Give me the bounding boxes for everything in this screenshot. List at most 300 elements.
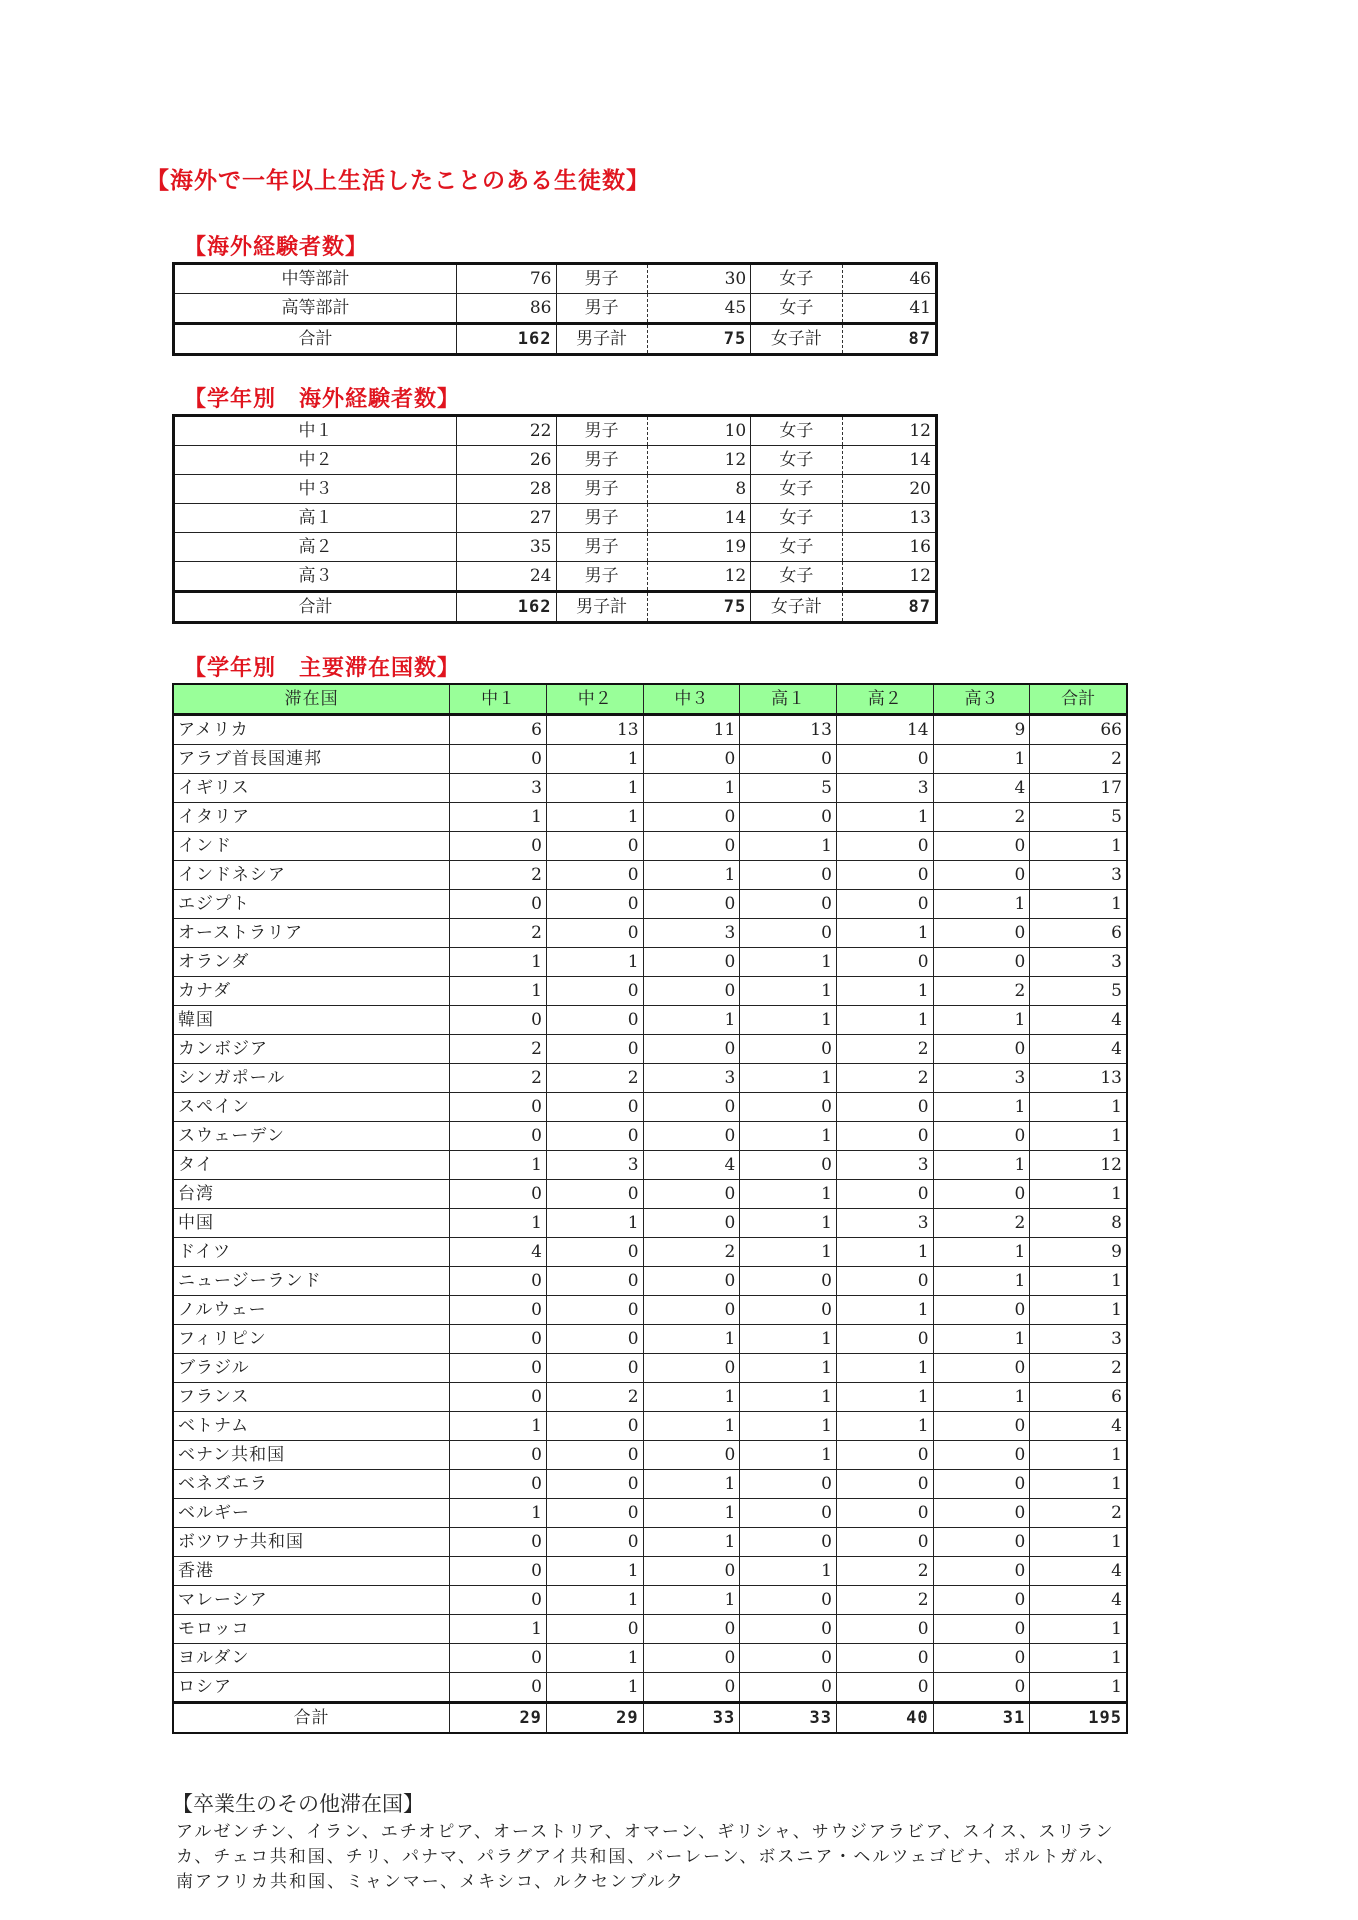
male-count: 19 bbox=[647, 533, 750, 562]
count-cell: 2 bbox=[836, 1035, 933, 1064]
count-cell: 0 bbox=[643, 803, 740, 832]
count-cell: 0 bbox=[643, 1354, 740, 1383]
count-cell: 1 bbox=[450, 1499, 547, 1528]
count-cell: 0 bbox=[643, 1673, 740, 1703]
count-cell: 1 bbox=[546, 1209, 643, 1238]
count-cell: 1 bbox=[643, 1412, 740, 1441]
count-cell: 8 bbox=[1030, 1209, 1127, 1238]
table-row bbox=[174, 264, 937, 294]
count-cell: 1 bbox=[643, 774, 740, 803]
row-total: 86 bbox=[457, 294, 556, 324]
country-name: ボツワナ共和国 bbox=[173, 1528, 450, 1557]
count-cell: 0 bbox=[643, 1122, 740, 1151]
table-row bbox=[174, 504, 937, 533]
count-cell: 0 bbox=[836, 1499, 933, 1528]
male-label: 男子 bbox=[556, 264, 647, 294]
count-cell: 1 bbox=[450, 1151, 547, 1180]
country-name: カナダ bbox=[173, 977, 450, 1006]
country-table-body bbox=[173, 684, 1127, 1733]
table-row bbox=[173, 1325, 1127, 1354]
female-label: 女子 bbox=[751, 294, 842, 324]
male-count: 14 bbox=[647, 504, 750, 533]
other-countries-text: アルゼンチン、イラン、エチオピア、オーストリア、オマーン、ギリシャ、サウジアラビア、スイス、スリランカ、チェコ共和国、チリ、パナマ、パラグアイ共和国、バーレーン、ボスニア・ヘルツェゴビナ、ポルトガル、南アフリカ共和国、ミャンマー、メキシコ、ルクセンブルク bbox=[176, 1822, 1116, 1892]
count-cell: 0 bbox=[643, 1267, 740, 1296]
count-cell: 0 bbox=[740, 1093, 837, 1122]
count-cell: 0 bbox=[740, 1035, 837, 1064]
count-cell: 0 bbox=[836, 1093, 933, 1122]
count-cell: 1 bbox=[740, 948, 837, 977]
count-cell: 4 bbox=[933, 774, 1030, 803]
count-cell: 2 bbox=[450, 919, 547, 948]
count-cell: 0 bbox=[546, 1354, 643, 1383]
female-label: 女子 bbox=[751, 264, 842, 294]
count-cell: 1 bbox=[933, 1383, 1030, 1412]
count-cell: 0 bbox=[546, 1238, 643, 1267]
count-cell: 0 bbox=[546, 1325, 643, 1354]
count-cell: 1 bbox=[1030, 1267, 1127, 1296]
table-row bbox=[173, 1412, 1127, 1441]
count-cell: 0 bbox=[933, 1441, 1030, 1470]
count-cell: 0 bbox=[546, 1093, 643, 1122]
count-cell: 0 bbox=[450, 1180, 547, 1209]
row-label: 高１ bbox=[174, 504, 457, 533]
count-cell: 1 bbox=[1030, 1122, 1127, 1151]
count-cell: 1 bbox=[450, 1412, 547, 1441]
count-cell: 0 bbox=[546, 1122, 643, 1151]
count-cell: 6 bbox=[1030, 1383, 1127, 1412]
count-cell: 11 bbox=[643, 715, 740, 745]
count-cell: 1 bbox=[836, 1238, 933, 1267]
count-cell: 0 bbox=[836, 832, 933, 861]
count-cell: 0 bbox=[836, 1325, 933, 1354]
count-cell: 6 bbox=[450, 715, 547, 745]
table-row bbox=[173, 1354, 1127, 1383]
count-cell: 0 bbox=[740, 861, 837, 890]
count-cell: 0 bbox=[546, 919, 643, 948]
count-cell: 2 bbox=[546, 1383, 643, 1412]
female-count: 87 bbox=[842, 324, 936, 355]
count-cell: 3 bbox=[546, 1151, 643, 1180]
count-cell: 0 bbox=[933, 1035, 1030, 1064]
country-name: ヨルダン bbox=[173, 1644, 450, 1673]
count-cell: 3 bbox=[643, 919, 740, 948]
row-total: 28 bbox=[457, 475, 556, 504]
country-name: スウェーデン bbox=[173, 1122, 450, 1151]
overseas-experience-table bbox=[172, 262, 938, 356]
count-cell: 0 bbox=[933, 832, 1030, 861]
male-count: 10 bbox=[647, 416, 750, 446]
country-name: タイ bbox=[173, 1151, 450, 1180]
count-cell: 0 bbox=[836, 861, 933, 890]
column-header: 高３ bbox=[933, 684, 1030, 715]
count-cell: 29 bbox=[546, 1703, 643, 1734]
country-name: ロシア bbox=[173, 1673, 450, 1703]
count-cell: 0 bbox=[836, 1267, 933, 1296]
row-label: 高２ bbox=[174, 533, 457, 562]
count-cell: 0 bbox=[836, 1615, 933, 1644]
table-row bbox=[174, 562, 937, 592]
male-label: 男子 bbox=[556, 562, 647, 592]
count-cell: 0 bbox=[643, 1615, 740, 1644]
count-cell: 0 bbox=[450, 1383, 547, 1412]
table-row bbox=[173, 861, 1127, 890]
count-cell: 0 bbox=[643, 890, 740, 919]
table-row bbox=[173, 1035, 1127, 1064]
table-row bbox=[173, 1151, 1127, 1180]
by-grade-table bbox=[172, 414, 938, 624]
count-cell: 5 bbox=[1030, 803, 1127, 832]
count-cell: 1 bbox=[546, 803, 643, 832]
count-cell: 0 bbox=[933, 1644, 1030, 1673]
count-cell: 3 bbox=[1030, 1325, 1127, 1354]
count-cell: 1 bbox=[1030, 1644, 1127, 1673]
section-title-overseas-experience: 【海外経験者数】 bbox=[184, 234, 369, 260]
count-cell: 0 bbox=[450, 1441, 547, 1470]
count-cell: 0 bbox=[740, 919, 837, 948]
table-row bbox=[173, 1644, 1127, 1673]
count-cell: 1 bbox=[546, 745, 643, 774]
count-cell: 0 bbox=[546, 1035, 643, 1064]
count-cell: 14 bbox=[836, 715, 933, 745]
count-cell: 2 bbox=[836, 1064, 933, 1093]
table-row bbox=[173, 1586, 1127, 1615]
count-cell: 0 bbox=[836, 1673, 933, 1703]
country-name: 合計 bbox=[173, 1703, 450, 1734]
count-cell: 1 bbox=[740, 1412, 837, 1441]
count-cell: 1 bbox=[836, 1006, 933, 1035]
count-cell: 1 bbox=[1030, 1441, 1127, 1470]
count-cell: 2 bbox=[450, 1035, 547, 1064]
table-row bbox=[173, 890, 1127, 919]
column-header: 滞在国 bbox=[173, 684, 450, 715]
table-row bbox=[174, 533, 937, 562]
count-cell: 1 bbox=[740, 1354, 837, 1383]
count-cell: 5 bbox=[740, 774, 837, 803]
count-cell: 0 bbox=[836, 745, 933, 774]
female-count: 14 bbox=[842, 446, 936, 475]
count-cell: 0 bbox=[836, 1470, 933, 1499]
count-cell: 1 bbox=[643, 1006, 740, 1035]
male-count: 8 bbox=[647, 475, 750, 504]
count-cell: 0 bbox=[836, 1528, 933, 1557]
count-cell: 13 bbox=[740, 715, 837, 745]
total-row bbox=[174, 324, 937, 355]
count-cell: 0 bbox=[450, 1122, 547, 1151]
row-total: 76 bbox=[457, 264, 556, 294]
count-cell: 1 bbox=[450, 948, 547, 977]
count-cell: 2 bbox=[933, 1209, 1030, 1238]
count-cell: 3 bbox=[836, 1151, 933, 1180]
count-cell: 0 bbox=[933, 1122, 1030, 1151]
by-grade-body bbox=[174, 416, 937, 623]
column-header: 高２ bbox=[836, 684, 933, 715]
column-header: 合計 bbox=[1030, 684, 1127, 715]
male-label: 男子 bbox=[556, 475, 647, 504]
count-cell: 0 bbox=[643, 1644, 740, 1673]
row-total: 24 bbox=[457, 562, 556, 592]
table-row bbox=[173, 1615, 1127, 1644]
count-cell: 1 bbox=[836, 1296, 933, 1325]
count-cell: 1 bbox=[1030, 1296, 1127, 1325]
count-cell: 0 bbox=[450, 745, 547, 774]
count-cell: 1 bbox=[740, 1383, 837, 1412]
male-count: 12 bbox=[647, 446, 750, 475]
count-cell: 0 bbox=[740, 745, 837, 774]
section-title-countries: 【学年別 主要滞在国数】 bbox=[184, 655, 461, 681]
count-cell: 0 bbox=[643, 1296, 740, 1325]
count-cell: 0 bbox=[450, 1267, 547, 1296]
count-cell: 3 bbox=[1030, 948, 1127, 977]
female-count: 87 bbox=[842, 592, 936, 623]
count-cell: 31 bbox=[933, 1703, 1030, 1734]
count-cell: 9 bbox=[1030, 1238, 1127, 1267]
column-header: 中２ bbox=[546, 684, 643, 715]
count-cell: 1 bbox=[546, 1673, 643, 1703]
table-row bbox=[173, 774, 1127, 803]
table-row bbox=[173, 803, 1127, 832]
male-label: 男子 bbox=[556, 416, 647, 446]
country-name: オーストラリア bbox=[173, 919, 450, 948]
row-total: 27 bbox=[457, 504, 556, 533]
count-cell: 0 bbox=[740, 1296, 837, 1325]
count-cell: 1 bbox=[836, 977, 933, 1006]
count-cell: 4 bbox=[1030, 1006, 1127, 1035]
overseas-experience-body bbox=[174, 264, 937, 355]
count-cell: 2 bbox=[836, 1586, 933, 1615]
row-label: 合計 bbox=[174, 592, 457, 623]
row-label: 中等部計 bbox=[174, 264, 457, 294]
count-cell: 0 bbox=[643, 1441, 740, 1470]
count-cell: 4 bbox=[1030, 1586, 1127, 1615]
table-row bbox=[173, 1673, 1127, 1703]
table-row bbox=[173, 1122, 1127, 1151]
female-count: 12 bbox=[842, 416, 936, 446]
count-cell: 0 bbox=[933, 1180, 1030, 1209]
row-total: 162 bbox=[457, 324, 556, 355]
count-cell: 0 bbox=[740, 803, 837, 832]
count-cell: 0 bbox=[933, 861, 1030, 890]
male-label: 男子計 bbox=[556, 324, 647, 355]
count-cell: 0 bbox=[450, 1557, 547, 1586]
count-cell: 0 bbox=[740, 890, 837, 919]
country-name: インドネシア bbox=[173, 861, 450, 890]
count-cell: 0 bbox=[450, 1325, 547, 1354]
count-cell: 0 bbox=[836, 1122, 933, 1151]
male-label: 男子計 bbox=[556, 592, 647, 623]
table-row bbox=[173, 1209, 1127, 1238]
count-cell: 1 bbox=[643, 1383, 740, 1412]
count-cell: 195 bbox=[1030, 1703, 1127, 1734]
count-cell: 0 bbox=[643, 745, 740, 774]
count-cell: 0 bbox=[643, 1557, 740, 1586]
female-label: 女子 bbox=[751, 475, 842, 504]
count-cell: 33 bbox=[643, 1703, 740, 1734]
count-cell: 1 bbox=[933, 1238, 1030, 1267]
row-label: 高３ bbox=[174, 562, 457, 592]
count-cell: 0 bbox=[450, 1528, 547, 1557]
count-cell: 0 bbox=[546, 1180, 643, 1209]
male-count: 75 bbox=[647, 324, 750, 355]
count-cell: 0 bbox=[450, 1470, 547, 1499]
column-header: 中１ bbox=[450, 684, 547, 715]
count-cell: 0 bbox=[740, 1267, 837, 1296]
count-cell: 1 bbox=[740, 1122, 837, 1151]
count-cell: 3 bbox=[643, 1064, 740, 1093]
count-cell: 1 bbox=[740, 1441, 837, 1470]
table-row bbox=[173, 1470, 1127, 1499]
count-cell: 1 bbox=[1030, 1528, 1127, 1557]
count-cell: 13 bbox=[1030, 1064, 1127, 1093]
count-cell: 1 bbox=[1030, 1615, 1127, 1644]
count-cell: 1 bbox=[740, 1557, 837, 1586]
table-row bbox=[173, 715, 1127, 745]
female-count: 46 bbox=[842, 264, 936, 294]
count-cell: 0 bbox=[450, 1673, 547, 1703]
count-cell: 0 bbox=[450, 1093, 547, 1122]
count-cell: 1 bbox=[740, 832, 837, 861]
table-row bbox=[173, 1296, 1127, 1325]
count-cell: 3 bbox=[836, 774, 933, 803]
country-name: 韓国 bbox=[173, 1006, 450, 1035]
count-cell: 0 bbox=[546, 1267, 643, 1296]
count-cell: 0 bbox=[643, 1093, 740, 1122]
count-cell: 1 bbox=[450, 1209, 547, 1238]
female-label: 女子 bbox=[751, 533, 842, 562]
count-cell: 0 bbox=[933, 1296, 1030, 1325]
count-cell: 2 bbox=[1030, 1354, 1127, 1383]
country-name: 中国 bbox=[173, 1209, 450, 1238]
page-title: 【海外で一年以上生活したことのある生徒数】 bbox=[146, 167, 650, 194]
female-count: 20 bbox=[842, 475, 936, 504]
count-cell: 3 bbox=[450, 774, 547, 803]
count-cell: 2 bbox=[933, 977, 1030, 1006]
count-cell: 2 bbox=[1030, 745, 1127, 774]
count-cell: 1 bbox=[836, 1383, 933, 1412]
count-cell: 4 bbox=[1030, 1035, 1127, 1064]
count-cell: 3 bbox=[1030, 861, 1127, 890]
count-cell: 1 bbox=[546, 1644, 643, 1673]
table-row bbox=[173, 1267, 1127, 1296]
country-name: カンボジア bbox=[173, 1035, 450, 1064]
female-label: 女子 bbox=[751, 504, 842, 533]
count-cell: 1 bbox=[546, 948, 643, 977]
count-cell: 0 bbox=[450, 890, 547, 919]
count-cell: 1 bbox=[450, 1615, 547, 1644]
table-row bbox=[173, 919, 1127, 948]
count-cell: 0 bbox=[740, 1470, 837, 1499]
count-cell: 0 bbox=[450, 1296, 547, 1325]
count-cell: 0 bbox=[546, 1441, 643, 1470]
country-name: スペイン bbox=[173, 1093, 450, 1122]
count-cell: 0 bbox=[546, 1615, 643, 1644]
other-countries-title: 【卒業生のその他滞在国】 bbox=[172, 1792, 424, 1816]
count-cell: 0 bbox=[740, 1615, 837, 1644]
count-cell: 0 bbox=[450, 1644, 547, 1673]
count-cell: 1 bbox=[933, 1093, 1030, 1122]
count-cell: 0 bbox=[836, 890, 933, 919]
country-name: インド bbox=[173, 832, 450, 861]
table-row bbox=[173, 1093, 1127, 1122]
count-cell: 1 bbox=[450, 803, 547, 832]
count-cell: 1 bbox=[546, 774, 643, 803]
count-cell: 0 bbox=[933, 1470, 1030, 1499]
count-cell: 40 bbox=[836, 1703, 933, 1734]
table-row bbox=[173, 948, 1127, 977]
table-row bbox=[173, 1528, 1127, 1557]
count-cell: 1 bbox=[1030, 1093, 1127, 1122]
count-cell: 1 bbox=[1030, 1673, 1127, 1703]
count-cell: 1 bbox=[450, 977, 547, 1006]
country-name: ニュージーランド bbox=[173, 1267, 450, 1296]
total-row bbox=[173, 1703, 1127, 1734]
table-row bbox=[173, 1180, 1127, 1209]
count-cell: 33 bbox=[740, 1703, 837, 1734]
count-cell: 0 bbox=[546, 977, 643, 1006]
count-cell: 1 bbox=[836, 1354, 933, 1383]
count-cell: 0 bbox=[546, 832, 643, 861]
count-cell: 17 bbox=[1030, 774, 1127, 803]
row-label: 中２ bbox=[174, 446, 457, 475]
count-cell: 2 bbox=[836, 1557, 933, 1586]
count-cell: 0 bbox=[546, 1296, 643, 1325]
male-count: 12 bbox=[647, 562, 750, 592]
count-cell: 0 bbox=[836, 1180, 933, 1209]
female-count: 12 bbox=[842, 562, 936, 592]
country-name: イギリス bbox=[173, 774, 450, 803]
female-count: 41 bbox=[842, 294, 936, 324]
table-row bbox=[173, 1006, 1127, 1035]
count-cell: 0 bbox=[933, 1615, 1030, 1644]
count-cell: 0 bbox=[933, 1528, 1030, 1557]
count-cell: 0 bbox=[933, 1586, 1030, 1615]
female-label: 女子計 bbox=[751, 324, 842, 355]
count-cell: 0 bbox=[740, 1673, 837, 1703]
count-cell: 1 bbox=[933, 745, 1030, 774]
female-count: 13 bbox=[842, 504, 936, 533]
count-cell: 0 bbox=[546, 1006, 643, 1035]
table-row bbox=[173, 1557, 1127, 1586]
table-row bbox=[173, 1238, 1127, 1267]
male-count: 45 bbox=[647, 294, 750, 324]
count-cell: 1 bbox=[933, 1267, 1030, 1296]
country-name: 香港 bbox=[173, 1557, 450, 1586]
count-cell: 13 bbox=[546, 715, 643, 745]
country-name: ベネズエラ bbox=[173, 1470, 450, 1499]
count-cell: 1 bbox=[740, 1180, 837, 1209]
row-label: 中３ bbox=[174, 475, 457, 504]
count-cell: 1 bbox=[740, 1238, 837, 1267]
country-name: 台湾 bbox=[173, 1180, 450, 1209]
count-cell: 0 bbox=[643, 832, 740, 861]
country-name: シンガポール bbox=[173, 1064, 450, 1093]
count-cell: 1 bbox=[836, 803, 933, 832]
row-label: 高等部計 bbox=[174, 294, 457, 324]
country-name: アラブ首長国連邦 bbox=[173, 745, 450, 774]
table-row bbox=[174, 416, 937, 446]
row-total: 162 bbox=[457, 592, 556, 623]
count-cell: 2 bbox=[933, 803, 1030, 832]
count-cell: 1 bbox=[643, 1586, 740, 1615]
count-cell: 5 bbox=[1030, 977, 1127, 1006]
count-cell: 66 bbox=[1030, 715, 1127, 745]
column-header: 中３ bbox=[643, 684, 740, 715]
count-cell: 29 bbox=[450, 1703, 547, 1734]
count-cell: 0 bbox=[740, 1586, 837, 1615]
female-count: 16 bbox=[842, 533, 936, 562]
row-label: 中１ bbox=[174, 416, 457, 446]
count-cell: 0 bbox=[546, 1412, 643, 1441]
count-cell: 1 bbox=[740, 1064, 837, 1093]
